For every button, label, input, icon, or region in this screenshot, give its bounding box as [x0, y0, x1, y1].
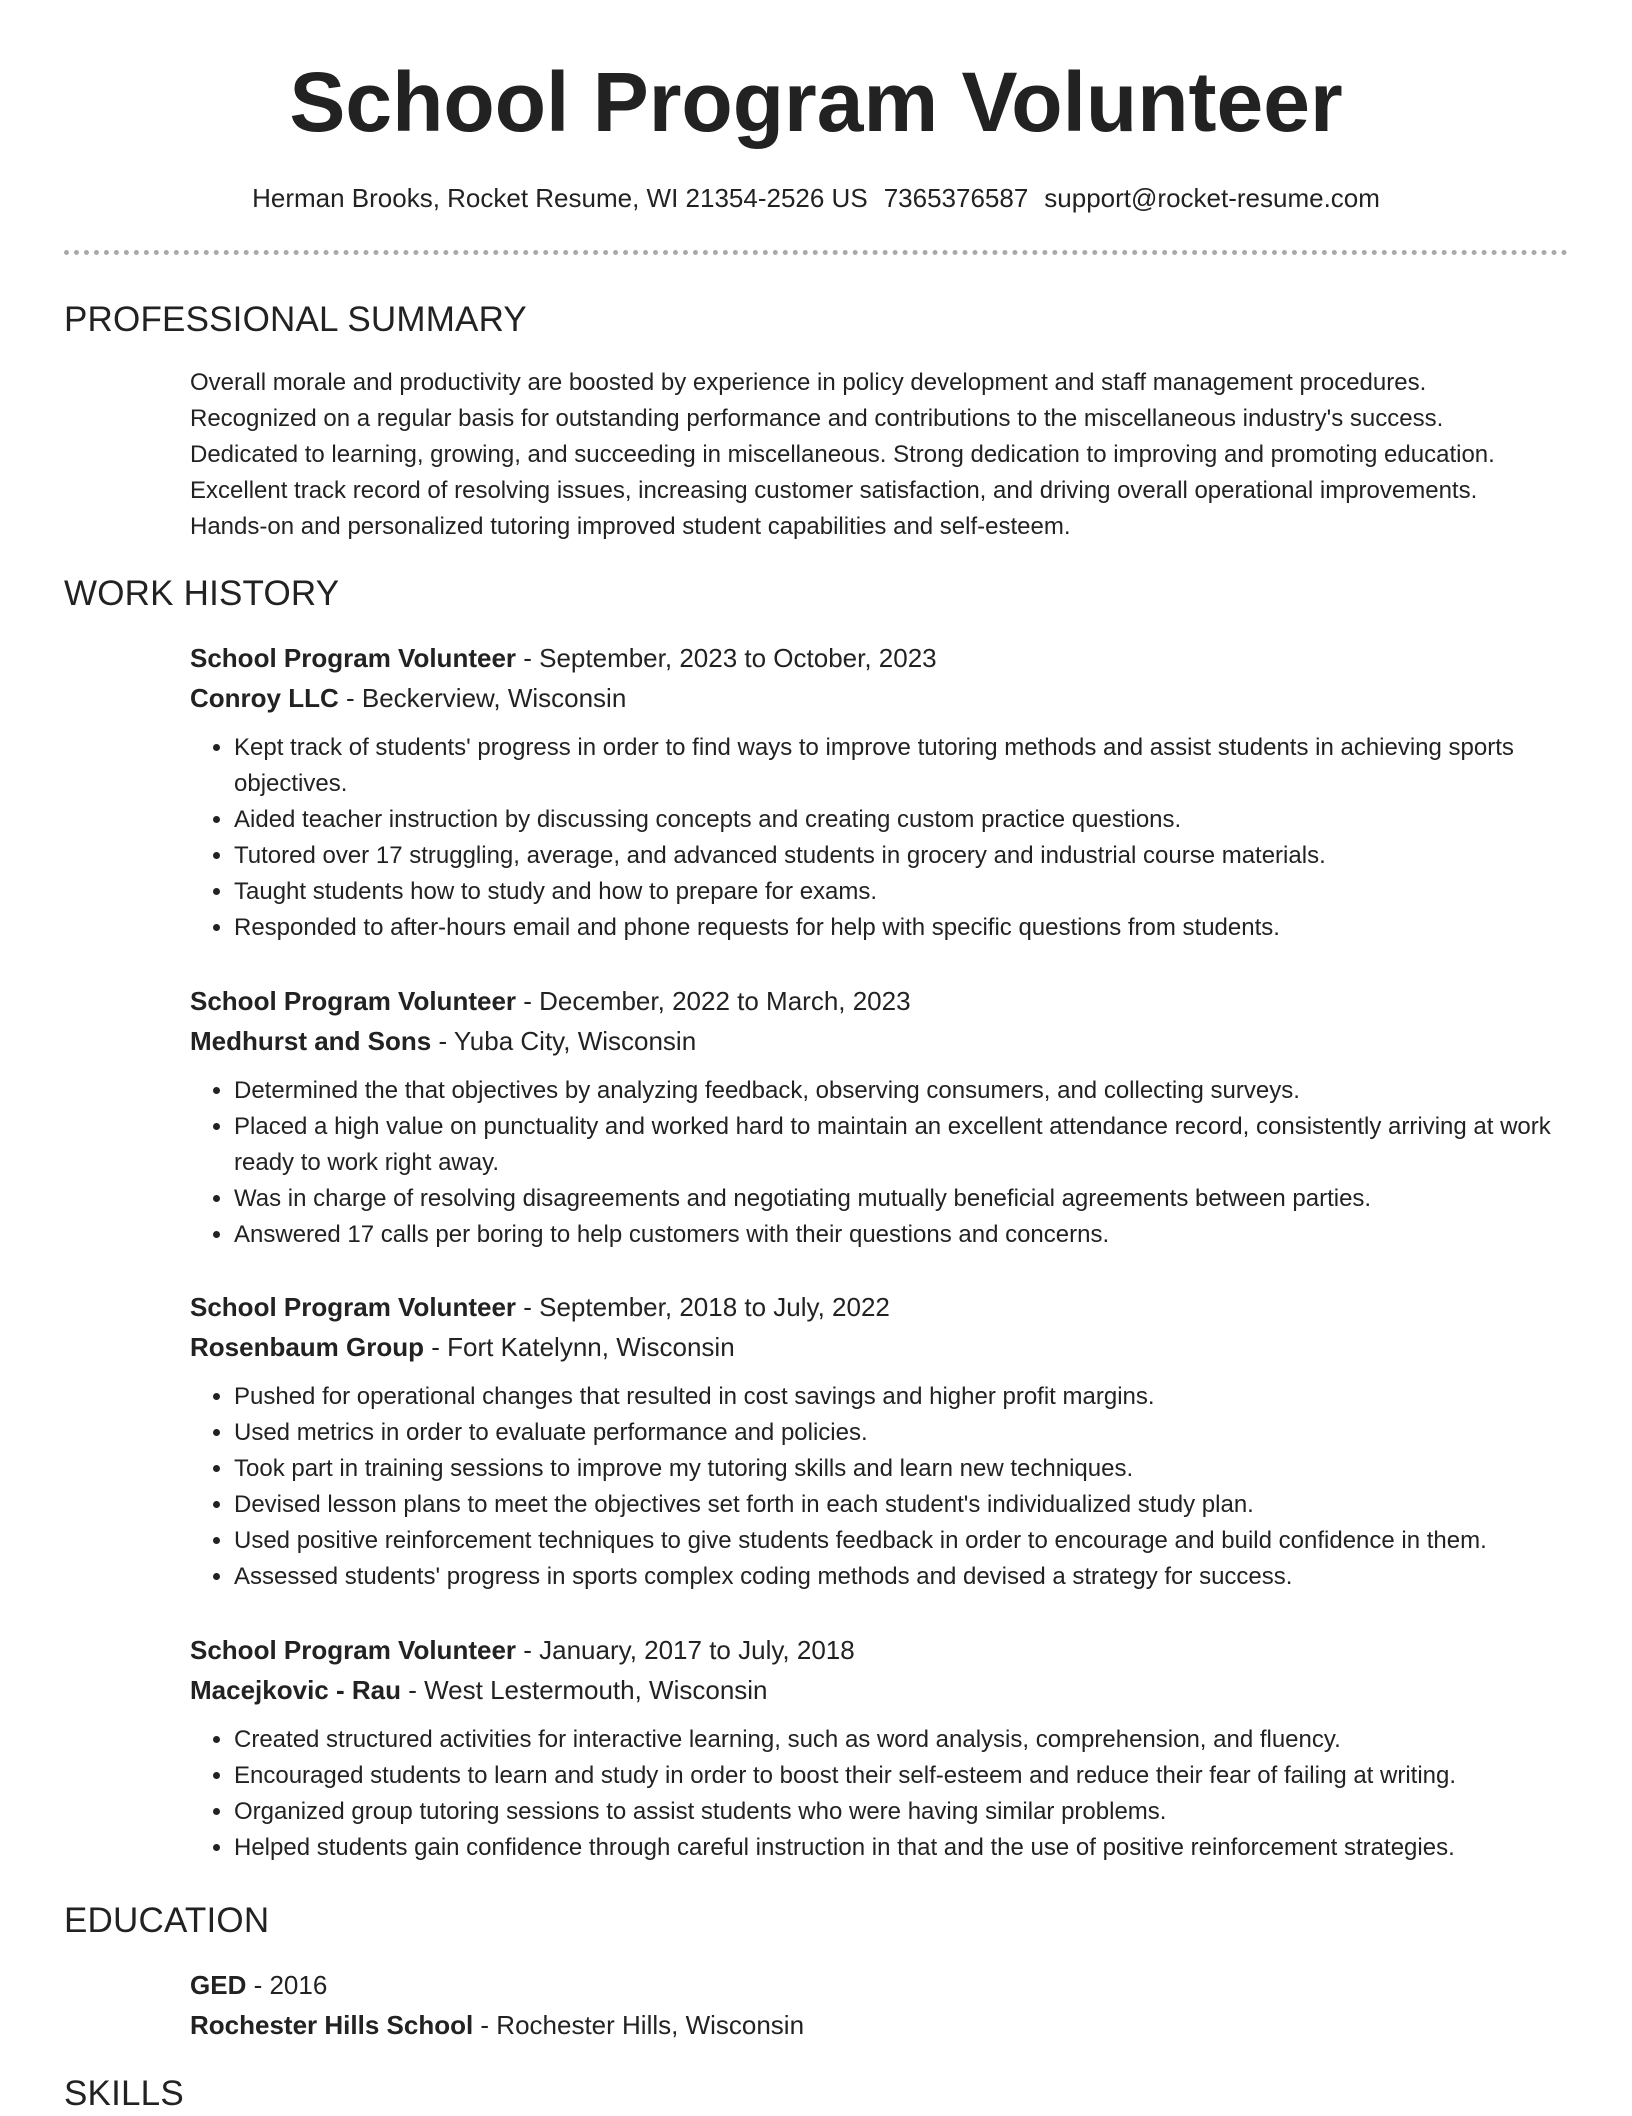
list-item: • Helped students gain confidence through careful instruction in that and the use of positive reinforcement strategies.	[234, 1830, 1570, 1866]
contact-email: support@rocket-resume.com	[1044, 183, 1380, 213]
job-company: Conroy LLC	[190, 683, 339, 713]
list-item: • Answered 17 calls per boring to help customers with their questions and concerns.	[234, 1217, 1570, 1253]
job-bullets	[190, 1722, 1570, 1866]
list-item: • Used positive reinforcement techniques to give students feedback in order to encourage and build confidence in them.	[234, 1523, 1570, 1559]
education-degree-line	[190, 1965, 1570, 2005]
job-entry	[190, 638, 1570, 946]
job-entry	[190, 1287, 1570, 1595]
job-entry	[190, 981, 1570, 1253]
summary-line: Dedicated to learning, growing, and succeeding in miscellaneous. Strong dedication to improving and promoting education.	[190, 441, 1495, 468]
job-dates: - December, 2022 to March, 2023	[516, 986, 911, 1016]
list-item: • Pushed for operational changes that resulted in cost savings and higher profit margins.	[234, 1379, 1570, 1415]
job-location: - Beckerview, Wisconsin	[338, 683, 627, 713]
list-item: • Created structured activities for interactive learning, such as word analysis, comprehension, and fluency.	[234, 1722, 1570, 1758]
contact-line	[0, 180, 1632, 216]
job-company-line	[190, 1670, 1570, 1710]
education-location: - Rochester Hills, Wisconsin	[473, 2010, 805, 2040]
contact-address: Herman Brooks, Rocket Resume, WI 21354-2526 US	[252, 183, 868, 213]
list-item: • Kept track of students' progress in order to find ways to improve tutoring methods and assist students in achieving sports objectives.	[234, 730, 1570, 802]
job-title-line	[190, 638, 1570, 678]
list-item: • Placed a high value on punctuality and worked hard to maintain an excellent attendance record, consistently arriving at work ready to work right away.	[234, 1109, 1570, 1181]
job-entry	[190, 1630, 1570, 1866]
education-year: - 2016	[246, 1970, 328, 2000]
job-dates: - January, 2017 to July, 2018	[516, 1635, 855, 1665]
job-company: Macejkovic - Rau	[190, 1675, 401, 1705]
list-item: • Determined the that objectives by analyzing feedback, observing consumers, and collecting surveys.	[234, 1073, 1570, 1109]
job-dates: - September, 2023 to October, 2023	[516, 643, 937, 673]
job-bullets	[190, 1073, 1570, 1253]
job-dates: - September, 2018 to July, 2022	[516, 1292, 890, 1322]
list-item: • Assessed students' progress in sports complex coding methods and devised a strategy for success.	[234, 1559, 1570, 1595]
job-title-line	[190, 981, 1570, 1021]
summary-line: Overall morale and productivity are boosted by experience in policy development and staff management procedures.	[190, 369, 1427, 396]
job-location: - Yuba City, Wisconsin	[431, 1026, 697, 1056]
list-item: • Aided teacher instruction by discussing concepts and creating custom practice questions.	[234, 802, 1570, 838]
job-role: School Program Volunteer	[190, 643, 517, 673]
list-item: • Devised lesson plans to meet the objectives set forth in each student's individualized study plan.	[234, 1487, 1570, 1523]
list-item: • Took part in training sessions to improve my tutoring skills and learn new techniques.	[234, 1451, 1570, 1487]
resume-name-title: School Program Volunteer	[289, 55, 1343, 149]
section-title-skills: SKILLS	[64, 2074, 184, 2113]
list-item: • Organized group tutoring sessions to assist students who were having similar problems.	[234, 1794, 1570, 1830]
summary-line: Hands-on and personalized tutoring improved student capabilities and self-esteem.	[190, 513, 1071, 540]
education-entry	[190, 1965, 1570, 2045]
list-item: • Encouraged students to learn and study in order to boost their self-esteem and reduce their fear of failing at writing.	[234, 1758, 1570, 1794]
job-company: Rosenbaum Group	[190, 1332, 425, 1362]
job-bullets	[190, 730, 1570, 946]
education-school-line	[190, 2005, 1570, 2045]
job-title-line	[190, 1630, 1570, 1670]
job-company-line	[190, 678, 1570, 718]
list-item: • Responded to after-hours email and phone requests for help with specific questions from students.	[234, 910, 1570, 946]
job-company-line	[190, 1327, 1570, 1367]
education-school: Rochester Hills School	[190, 2010, 474, 2040]
job-role: School Program Volunteer	[190, 1635, 517, 1665]
job-location: - Fort Katelynn, Wisconsin	[424, 1332, 735, 1362]
education-degree: GED	[190, 1970, 247, 2000]
job-company-line	[190, 1021, 1570, 1061]
header-divider	[64, 250, 1568, 255]
section-title-education: EDUCATION	[64, 1901, 270, 1940]
section-title-summary: PROFESSIONAL SUMMARY	[64, 300, 527, 339]
summary-text	[190, 365, 1570, 545]
job-location: - West Lestermouth, Wisconsin	[400, 1675, 768, 1705]
list-item: • Was in charge of resolving disagreements and negotiating mutually beneficial agreements between parties.	[234, 1181, 1570, 1217]
job-title-line	[190, 1287, 1570, 1327]
list-item: • Taught students how to study and how to prepare for exams.	[234, 874, 1570, 910]
job-role: School Program Volunteer	[190, 1292, 517, 1322]
contact-phone: 7365376587	[883, 183, 1029, 213]
job-role: School Program Volunteer	[190, 986, 517, 1016]
list-item: • Used metrics in order to evaluate performance and policies.	[234, 1415, 1570, 1451]
section-title-work-history: WORK HISTORY	[64, 574, 340, 613]
job-company: Medhurst and Sons	[190, 1026, 432, 1056]
summary-line: Recognized on a regular basis for outstanding performance and contributions to the miscellaneous industry's success.	[190, 405, 1444, 432]
list-item: • Tutored over 17 struggling, average, and advanced students in grocery and industrial course materials.	[234, 838, 1570, 874]
job-bullets	[190, 1379, 1570, 1595]
summary-line: Excellent track record of resolving issues, increasing customer satisfaction, and driving overall operational improvements.	[190, 477, 1478, 504]
